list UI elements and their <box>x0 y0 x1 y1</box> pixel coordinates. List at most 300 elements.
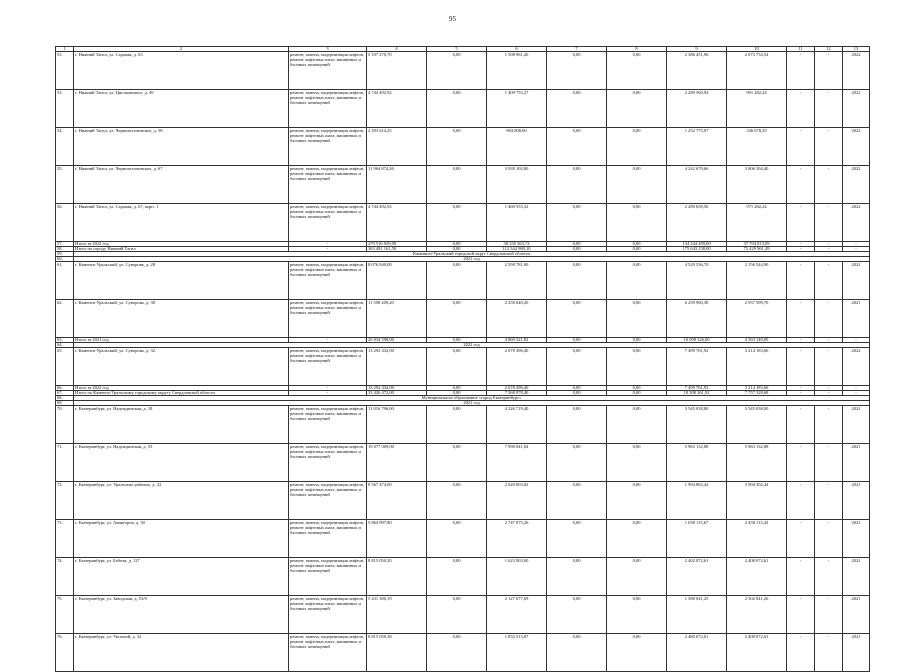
table-cell: 0,00 <box>547 90 607 128</box>
table-cell: Итого за 2021 год <box>74 338 289 343</box>
table-cell: 7 990 041,04 <box>487 444 547 482</box>
table-cell: 0,00 <box>547 558 607 596</box>
table-cell: 0,00 <box>547 634 607 672</box>
table-row <box>56 52 870 90</box>
table-cell: - <box>843 391 870 396</box>
table-cell: 0,00 <box>607 128 667 166</box>
table-cell: 0,00 <box>427 166 487 204</box>
table-cell: 19 077 009,00 <box>367 444 427 482</box>
table-cell: 2 678 496,40 <box>487 348 547 386</box>
table-row <box>56 444 870 482</box>
table-cell: 2 259 640,20 <box>487 300 547 338</box>
table-cell: 74. <box>56 558 74 596</box>
table-cell: 3 806 394,40 <box>727 166 787 204</box>
table-cell: ремонт, замена, модернизация лифтов, ремонт лифтовых шахт, машинных и блочных помещений <box>289 204 367 242</box>
table-cell: - <box>289 247 367 252</box>
table-cell: г. Екатеринбург, ул. Надеждинская, д. 53 <box>74 444 289 482</box>
table-cell: 7 568 978,40 <box>487 391 547 396</box>
column-number: 4 <box>367 47 427 52</box>
table-cell: - <box>815 520 843 558</box>
table-cell: 53. <box>56 90 74 128</box>
table-cell: г. Нижний Тагил, ул. Черноисточинское, д. 58 <box>74 128 289 166</box>
table-cell: 0,00 <box>427 242 487 247</box>
table-cell: 70. <box>56 406 74 444</box>
table-cell: 33 426 472,00 <box>367 391 427 396</box>
table-cell: 62. <box>56 300 74 338</box>
table-cell: - <box>787 338 815 343</box>
table-cell: 2 458 113,43 <box>727 520 787 558</box>
table-cell: 0,00 <box>547 348 607 386</box>
table-cell: 1 623 903,00 <box>487 558 547 596</box>
table-cell: 2 408 072,61 <box>727 558 787 596</box>
table-cell: - <box>787 444 815 482</box>
table-cell: г. Екатеринбург, ул. Надеждинская, д. 18 <box>74 406 289 444</box>
table-row <box>56 482 870 520</box>
table-cell: 3 545 038,80 <box>667 406 727 444</box>
table-cell: ремонт, замена, модернизация лифтов, ремонт лифтовых шахт, машинных и блочных помещений <box>289 482 367 520</box>
table-cell: 0,00 <box>607 300 667 338</box>
table-cell: 2 289 658,56 <box>667 204 727 242</box>
table-cell: 1 588 041,25 <box>667 596 727 634</box>
table-cell: - <box>787 204 815 242</box>
table-cell: - <box>787 52 815 90</box>
table-cell: 2 408 072,61 <box>727 634 787 672</box>
table-cell: 1 853 513,87 <box>487 634 547 672</box>
table-cell: - <box>787 406 815 444</box>
table-cell: 2021 <box>843 262 870 300</box>
table-cell: - <box>787 558 815 596</box>
table-cell: ремонт, замена, модернизация лифтов, ремонт лифтовых шахт, машинных и блочных помещений <box>289 558 367 596</box>
table-cell: 1 469 553,32 <box>487 204 547 242</box>
table-cell: ремонт, замена, модернизация лифтов, ремонт лифтовых шахт, машинных и блочных помещений <box>289 596 367 634</box>
table-cell: 3 994 302,44 <box>727 482 787 520</box>
table-cell: 1 994 802,44 <box>667 482 727 520</box>
table-cell: 7 499 761,92 <box>667 386 727 391</box>
table-cell: 363 481 161,50 <box>367 247 427 252</box>
table-cell: - <box>815 262 843 300</box>
table-cell: 8 815 050,20 <box>367 558 427 596</box>
table-row <box>56 348 870 386</box>
table-cell: 0,00 <box>427 52 487 90</box>
table-cell: 72. <box>56 482 74 520</box>
table-cell: 65. <box>56 348 74 386</box>
table-cell: Итого за 2022 год <box>74 242 289 247</box>
table-cell: 2021 <box>843 520 870 558</box>
table-cell: 175 643 238,00 <box>667 247 727 252</box>
table-cell: 0,00 <box>427 596 487 634</box>
table-cell: 37 704 813,09 <box>727 242 787 247</box>
table-cell: 18 308 261,92 <box>667 391 727 396</box>
table-cell: - <box>815 247 843 252</box>
table-row <box>56 166 870 204</box>
table-row <box>56 204 870 242</box>
table-cell: - <box>815 128 843 166</box>
table-cell: - <box>815 482 843 520</box>
table-cell: 5 864 997,80 <box>367 520 427 558</box>
table-row <box>56 128 870 166</box>
table-cell: 2 747 075,26 <box>487 520 547 558</box>
row-number: 69. <box>56 401 74 406</box>
table-cell: 2021 <box>843 596 870 634</box>
table-cell: 76. <box>56 634 74 672</box>
table-cell: 0,00 <box>427 520 487 558</box>
table-cell: 2 386 451,96 <box>667 52 727 90</box>
table-cell: г. Екатеринбург, ул. Бебеля, д. 127 <box>74 558 289 596</box>
table-cell: 804 808,60 <box>487 128 547 166</box>
table-cell: ремонт, замена, модернизация лифтов, ремонт лифтовых шахт, машинных и блочных помещений <box>289 90 367 128</box>
table-cell: 7 757 328,68 <box>727 391 787 396</box>
column-number: 11 <box>787 47 815 52</box>
section-title: Камышло-Уральский городской округ Свердловской области <box>74 252 870 257</box>
table-cell: 58. <box>56 247 74 252</box>
table-cell: г. Каменск-Уральский, ул. Суворова, д. 28 <box>74 262 289 300</box>
table-cell: 2021 <box>843 482 870 520</box>
table-cell: 4 869 321,82 <box>487 338 547 343</box>
table-cell: г. Нижний Тагил, ул. Садовая, д. 67, корп. 1 <box>74 204 289 242</box>
section-title: Муниципальное образование «город Екатеринбург» <box>74 396 870 401</box>
table-cell: 7 499 761,92 <box>667 348 727 386</box>
table-cell: г. Нижний Тагил, ул. Черноисточинское, д. 67 <box>74 166 289 204</box>
table-cell: - <box>815 166 843 204</box>
table-cell: 2 289 560,94 <box>667 90 727 128</box>
table-cell: - <box>787 348 815 386</box>
table-cell: - <box>787 242 815 247</box>
table-cell: 2022 <box>843 128 870 166</box>
table-cell: - <box>787 247 815 252</box>
table-cell: - <box>787 596 815 634</box>
table-cell: 61. <box>56 262 74 300</box>
section-title: 2022 год <box>74 343 870 348</box>
table-cell: ремонт, замена, модернизация лифтов, ремонт лифтовых шахт, машинных и блочных помещений <box>289 300 367 338</box>
table-cell: - <box>815 300 843 338</box>
table-cell: 134 244 499,00 <box>667 242 727 247</box>
table-cell: 53. <box>56 52 74 90</box>
section-title: 2021 год <box>74 257 870 262</box>
table-cell: ремонт, замена, модернизация лифтов, ремонт лифтовых шахт, машинных и блочных помещений <box>289 444 367 482</box>
table-cell: г. Екатеринбург, ул. Авиаторов, д. 30 <box>74 520 289 558</box>
table-cell: 1 508 961,20 <box>487 52 547 90</box>
table-cell: 0,00 <box>607 406 667 444</box>
table-cell: 2021 <box>843 444 870 482</box>
table-cell: 2 393 614,25 <box>367 128 427 166</box>
table-cell: 4 242 679,66 <box>667 166 727 204</box>
table-cell: 0,00 <box>607 90 667 128</box>
table-cell: 10 098 326,00 <box>667 338 727 343</box>
table-cell: 3 939 102,80 <box>487 166 547 204</box>
table-cell: - <box>787 386 815 391</box>
table-cell: - <box>843 242 870 247</box>
column-number: 2 <box>74 47 289 52</box>
table-cell: - <box>815 391 843 396</box>
table-cell: 2 937 599,70 <box>727 300 787 338</box>
row-number: 60. <box>56 257 74 262</box>
table-cell: 2 156 544,90 <box>727 262 787 300</box>
table-cell: - <box>815 406 843 444</box>
table-cell: 0,00 <box>607 166 667 204</box>
column-number: 8 <box>607 47 667 52</box>
row-number: 59. <box>56 252 74 257</box>
table-cell: 4 529 536,70 <box>667 262 727 300</box>
column-number: 1 <box>56 47 74 52</box>
table-cell: 2 402 072,61 <box>667 558 727 596</box>
table-cell: - <box>843 247 870 252</box>
table-cell: 67. <box>56 391 74 396</box>
table-cell: 55. <box>56 166 74 204</box>
table-cell: - <box>815 386 843 391</box>
table-row <box>56 596 870 634</box>
table-cell: Итого за 2022 год <box>74 386 289 391</box>
table-cell: - <box>815 204 843 242</box>
table-cell: ремонт, замена, модернизация лифтов, ремонт лифтовых шахт, машинных и блочных помещений <box>289 166 367 204</box>
table-cell: 0,00 <box>547 262 607 300</box>
column-number: 12 <box>815 47 843 52</box>
table-cell: 0,00 <box>547 242 607 247</box>
table-cell: 0,00 <box>547 300 607 338</box>
table-cell: 20 034 598,00 <box>367 338 427 343</box>
table-cell: 75. <box>56 596 74 634</box>
table-cell: ремонт, замена, модернизация лифтов, ремонт лифтовых шахт, машинных и блочных помещений <box>289 634 367 672</box>
table-cell: г. Екатеринбург, ул. Заводская, д. 53/9 <box>74 596 289 634</box>
table-cell: 2021 <box>843 300 870 338</box>
table-cell: 2021 <box>843 634 870 672</box>
table-cell: Итого по Каменск-Уральскому городскому округу Свердловской области <box>74 391 289 396</box>
table-cell: Итого по городу Нижний Тагил <box>74 247 289 252</box>
table-cell: - <box>815 444 843 482</box>
table-cell: - <box>787 482 815 520</box>
section-title: 2021 год <box>74 401 870 406</box>
column-number: 3 <box>289 47 367 52</box>
table-row <box>56 520 870 558</box>
table-cell: 0,00 <box>607 52 667 90</box>
table-cell: 2 678 496,40 <box>487 386 547 391</box>
table-cell: 336 078,29 <box>727 128 787 166</box>
table-cell: 0,00 <box>607 247 667 252</box>
table-cell: 0,00 <box>427 444 487 482</box>
table-cell: 0,00 <box>427 204 487 242</box>
table-cell: 4 326 719,40 <box>487 406 547 444</box>
table-cell: 2 502 041,26 <box>727 596 787 634</box>
table-cell: 5 107 270,70 <box>367 52 427 90</box>
table-cell: ремонт, замена, модернизация лифтов, ремонт лифтовых шахт, машинных и блочных помещений <box>289 52 367 90</box>
table-cell: г. Каменск-Уральский, ул. Суворова, д. 32 <box>74 348 289 386</box>
table-cell: - <box>815 348 843 386</box>
table-cell: г. Екатеринбург, ул. Уральских рабочих, д. 32 <box>74 482 289 520</box>
table-cell: 75 429 961,49 <box>727 247 787 252</box>
table-cell: 5 963 132,88 <box>727 444 787 482</box>
table-cell: 0,00 <box>547 338 607 343</box>
table-cell: 13 292 432,00 <box>367 348 427 386</box>
table-cell: 2022 <box>843 52 870 90</box>
table-row <box>56 262 870 300</box>
table-cell: 0,00 <box>547 386 607 391</box>
table-cell: 0,00 <box>547 128 607 166</box>
table-cell: 0,00 <box>607 204 667 242</box>
table-cell: 0,00 <box>607 634 667 672</box>
row-number: 68. <box>56 396 74 401</box>
table-cell: 0,00 <box>547 52 607 90</box>
table-cell: 0,00 <box>427 634 487 672</box>
table-cell: 0,00 <box>427 348 487 386</box>
table-cell: 30 235 363,72 <box>487 242 547 247</box>
table-cell: 0,00 <box>607 262 667 300</box>
table-cell: 1 038 115,67 <box>667 520 727 558</box>
table-cell: 4 744 492,92 <box>367 204 427 242</box>
table-cell: 71. <box>56 444 74 482</box>
capital-repair-table <box>55 46 870 672</box>
table-cell: - <box>787 391 815 396</box>
table-cell: г. Нижний Тагил, ул. Циолковского, д. 49 <box>74 90 289 128</box>
table-cell: 6 259 960,38 <box>667 300 727 338</box>
column-number: 5 <box>427 47 487 52</box>
table-cell: 0,00 <box>547 482 607 520</box>
table-cell: 0,00 <box>607 386 667 391</box>
table-cell: 0,00 <box>607 338 667 343</box>
table-cell: - <box>289 338 367 343</box>
table-cell: г. Екатеринбург, ул. Уютовой, д. 32 <box>74 634 289 672</box>
table-cell: 0,00 <box>427 128 487 166</box>
table-cell: 0,00 <box>607 391 667 396</box>
table-cell: г. Каменск-Уральский, ул. Суворова, д. 30 <box>74 300 289 338</box>
table-cell: 0,00 <box>547 204 607 242</box>
table-cell: 2022 <box>843 348 870 386</box>
table-cell: 2021 <box>843 406 870 444</box>
table-cell: 0,00 <box>547 247 607 252</box>
table-cell: 2 958 781,00 <box>487 262 547 300</box>
table-cell: - <box>787 300 815 338</box>
table-cell: 2 620 003,02 <box>487 482 547 520</box>
table-cell: 0,00 <box>427 247 487 252</box>
table-cell: 2022 <box>843 90 870 128</box>
table-cell: 112 344 980,10 <box>487 247 547 252</box>
table-cell: - <box>815 558 843 596</box>
table-cell: 2 480 072,61 <box>667 634 727 672</box>
table-cell: 5 431 300,19 <box>367 596 427 634</box>
table-cell: ремонт, замена, модернизация лифтов, ремонт лифтовых шахт, машинных и блочных помещений <box>289 128 367 166</box>
table-cell: 0,00 <box>547 520 607 558</box>
table-cell: - <box>289 391 367 396</box>
table-cell: - <box>815 338 843 343</box>
table-cell: ремонт, замена, модернизация лифтов, ремонт лифтовых шахт, машинных и блочных помещений <box>289 262 367 300</box>
table-cell: 279 516 929,09 <box>367 242 427 247</box>
table-cell: 3 545 038,00 <box>727 406 787 444</box>
table-cell: 0,00 <box>427 482 487 520</box>
table-cell: - <box>289 386 367 391</box>
table-cell: - <box>787 128 815 166</box>
table-row <box>56 300 870 338</box>
table-cell: 8 076 840,00 <box>367 262 427 300</box>
table-cell: 5 963 132,88 <box>667 444 727 482</box>
table-cell: 0,00 <box>607 520 667 558</box>
table-row <box>56 558 870 596</box>
table-cell: 0,00 <box>607 558 667 596</box>
table-cell: - <box>843 386 870 391</box>
table-cell: - <box>787 634 815 672</box>
table-cell: - <box>815 634 843 672</box>
table-cell: 0,00 <box>427 300 487 338</box>
table-cell: 0,00 <box>547 391 607 396</box>
column-number: 7 <box>547 47 607 52</box>
table-cell: 0,00 <box>427 406 487 444</box>
row-number: 64. <box>56 343 74 348</box>
table-cell: 13 292 432,00 <box>367 386 427 391</box>
table-cell: - <box>787 166 815 204</box>
table-cell: 971 282,24 <box>727 204 787 242</box>
table-cell: - <box>815 242 843 247</box>
table-cell: 0,00 <box>427 338 487 343</box>
table-cell: г. Нижний Тагил, ул. Садовая, д. 63 <box>74 52 289 90</box>
page-number: 95 <box>449 15 456 23</box>
table-cell: 2 127 677,69 <box>487 596 547 634</box>
table-cell: 57. <box>56 242 74 247</box>
table-row <box>56 90 870 128</box>
column-number: 9 <box>667 47 727 52</box>
table-cell: 8 567 474,00 <box>367 482 427 520</box>
table-cell: 2022 <box>843 204 870 242</box>
table-cell: 4 563 140,00 <box>727 338 787 343</box>
table-cell: 0,00 <box>427 558 487 596</box>
table-cell: - <box>787 90 815 128</box>
table-cell: ремонт, замена, модернизация лифтов, ремонт лифтовых шахт, машинных и блочных помещений <box>289 348 367 386</box>
table-cell: 0,00 <box>427 262 487 300</box>
table-cell: - <box>815 90 843 128</box>
table-cell: 63. <box>56 338 74 343</box>
column-number: 10 <box>727 47 787 52</box>
table-cell: 0,00 <box>427 386 487 391</box>
table-cell: 3 214 183,66 <box>727 348 787 386</box>
table-cell: 2021 <box>843 558 870 596</box>
table-cell: 0,00 <box>607 444 667 482</box>
table-cell: 11 598 209,20 <box>367 300 427 338</box>
table-cell: - <box>815 52 843 90</box>
table-cell: 8 815 050,38 <box>367 634 427 672</box>
table-cell: - <box>787 520 815 558</box>
table-cell: 991 282,24 <box>727 90 787 128</box>
table-cell: - <box>843 338 870 343</box>
table-cell: 0,00 <box>547 444 607 482</box>
table-row <box>56 634 870 672</box>
table-cell: 0,00 <box>547 406 607 444</box>
table-cell: ремонт, замена, модернизация лифтов, ремонт лифтовых шахт, машинных и блочных помещений <box>289 520 367 558</box>
table-cell: 54. <box>56 128 74 166</box>
table-cell: - <box>815 596 843 634</box>
table-cell: 73. <box>56 520 74 558</box>
table-cell: 66. <box>56 386 74 391</box>
table-cell: 0,00 <box>427 391 487 396</box>
table-cell: 1 252 775,97 <box>667 128 727 166</box>
table-cell: 11 964 874,26 <box>367 166 427 204</box>
table-cell: 11 016 796,00 <box>367 406 427 444</box>
table-cell: 2022 <box>843 166 870 204</box>
table-cell: ремонт, замена, модернизация лифтов, ремонт лифтовых шахт, машинных и блочных помещений <box>289 406 367 444</box>
table-cell: 0,00 <box>427 90 487 128</box>
table-cell: 0,00 <box>607 596 667 634</box>
table-cell: 56. <box>56 204 74 242</box>
table-cell: 1 409 753,27 <box>487 90 547 128</box>
column-number: 13 <box>843 47 870 52</box>
table-cell: - <box>787 262 815 300</box>
table-cell: 4 744 492,92 <box>367 90 427 128</box>
table-cell: 0,00 <box>547 166 607 204</box>
table-row <box>56 406 870 444</box>
table-cell: 0,00 <box>547 596 607 634</box>
column-number: 6 <box>487 47 547 52</box>
table-cell: 2 673 754,54 <box>727 52 787 90</box>
table-cell: - <box>289 242 367 247</box>
table-cell: 0,00 <box>607 348 667 386</box>
table-cell: 3 214 183,66 <box>727 386 787 391</box>
table-cell: 0,00 <box>607 242 667 247</box>
table-cell: 0,00 <box>607 482 667 520</box>
